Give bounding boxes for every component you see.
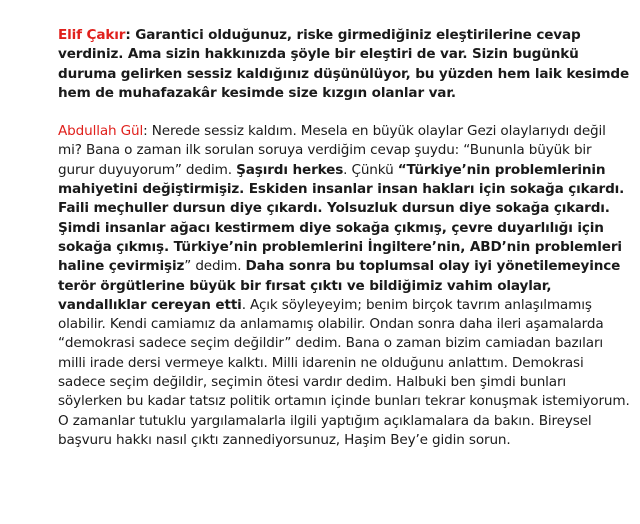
answer-emphasis-1: Şaşırdı herkes bbox=[236, 161, 344, 178]
question-text: Garantici olduğunuz, riske girmediğiniz eleştirilerine cevap verdiniz. Ama sizin hakkınızda şöyle bir eleştiri de var. Sizin bugünkü duruma gelirken sessiz kaldığınız düşünülüyor, bu yüzden hem laik kesimde hem de muhafazakâr kesimde size kızgın olanlar var. bbox=[58, 27, 630, 101]
answer-paragraph bbox=[58, 122, 630, 450]
answer-text-3: ” dedim. bbox=[184, 258, 246, 275]
answer-emphasis-2: “Türkiye’nin problemlerinin mahiyetini değiştirmişiz. Eskiden insanlar insan hakları için sokağa çıkardı. Faili meçhuller dursun diye çıkardı. Yolsuzluk dursun diye sokağa çıkardı. Şimdi insanlar ağacı kestirmem diye sokağa çıkmış, çevre duyarlılığı için sokağa çıkmış. Türkiye’nin problemlerini İngiltere’nin, ABD’nin problemleri haline çevirmişiz bbox=[58, 161, 625, 275]
question-paragraph bbox=[58, 26, 630, 103]
answer-text-1: Nerede sessiz kaldım. Mesela en büyük olaylar Gezi olaylarıydı değil mi? Bana o zaman ilk sorulan soruya verdiğim cevap şuydu: “Bununla büyük bir gurur duyuyorum” dedim. bbox=[58, 123, 606, 178]
answer-separator: : bbox=[143, 123, 152, 140]
answer-text-4: . Açık söyleyeyim; benim birçok tavrım anlaşılmamış olabilir. Kendi camiamız da anlamamış olabilir. Ondan sonra daha ileri aşamalarda “demokrasi sadece seçim değildir” dedim. Bana o zaman bizim camiadan bazıları milli irade dersi vermeye kalktı. Milli idarenin ne olduğunu anlattım. Demokrasi sadece seçim değildir, seçimin ötesi vardır dedim. Halbuki ben şimdi bunları söylerken bu kadar tatsız politik ortamın içinde bunları tekrar konuşmak istemiyorum. O zamanlar tutuklu yargılamalarla ilgili yaptığım açıklamalara da bakın. Bireysel başvuru hakkı nasıl çıktı zannediyorsunuz, Haşim Bey’e gidin sorun. bbox=[58, 296, 630, 448]
interview-document bbox=[58, 26, 630, 450]
interviewee-name: Abdullah Gül bbox=[58, 123, 144, 140]
question-separator: : bbox=[125, 27, 136, 43]
answer-emphasis-3: Daha sonra bu toplumsal olay iyi yönetilemeyince terör örgütlerine büyük bir fırsat çıktı ve bildiğimiz vahim olaylar, vandallıklar cereyan etti bbox=[58, 258, 621, 313]
answer-text-2: . Çünkü bbox=[343, 161, 398, 178]
interviewer-name: Elif Çakır bbox=[58, 27, 126, 43]
